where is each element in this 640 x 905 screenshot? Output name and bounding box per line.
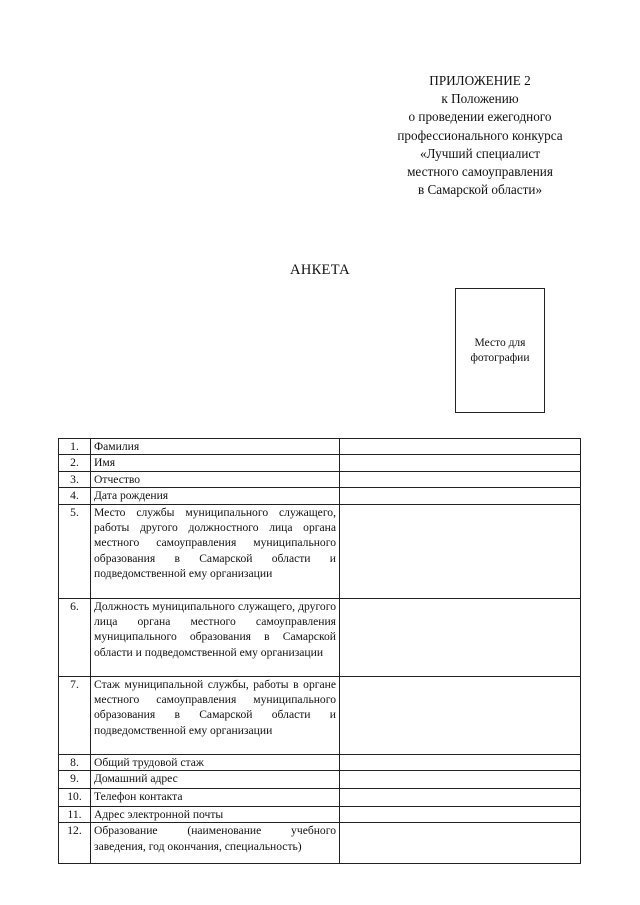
- questionnaire-table: [58, 438, 581, 864]
- field-value-workplace[interactable]: [340, 504, 581, 598]
- field-value-phone[interactable]: [340, 789, 581, 807]
- row-number: 1.: [59, 439, 91, 455]
- field-label-service-length: Стаж муниципальной службы, работы в органе местного самоуправления муниципального образования в Самарской области и подведомственной ему организации: [91, 676, 340, 754]
- row-number: 7.: [59, 676, 91, 754]
- field-label-surname: Фамилия: [91, 439, 340, 455]
- row-number: 2.: [59, 455, 91, 471]
- table-row: [59, 504, 581, 598]
- table-row: [59, 676, 581, 754]
- appendix-line: к Положению: [441, 91, 519, 107]
- table-row: [59, 807, 581, 823]
- row-number: 3.: [59, 471, 91, 487]
- field-label-phone: Телефон контакта: [91, 789, 340, 807]
- row-number: 12.: [59, 823, 91, 864]
- field-label-position: Должность муниципального служащего, другого лица органа местного самоуправления муниципального образования в Самарской области и подведомственной ему организации: [91, 598, 340, 676]
- field-value-patronymic[interactable]: [340, 471, 581, 487]
- field-value-email[interactable]: [340, 807, 581, 823]
- appendix-line: ПРИЛОЖЕНИЕ 2: [429, 73, 531, 88]
- row-number: 5.: [59, 504, 91, 598]
- field-value-birth-date[interactable]: [340, 488, 581, 504]
- field-label-total-experience: Общий трудовой стаж: [91, 754, 340, 770]
- table-row: [59, 789, 581, 807]
- field-label-name: Имя: [91, 455, 340, 471]
- row-number: 10.: [59, 789, 91, 807]
- field-label-home-address: Домашний адрес: [91, 771, 340, 789]
- row-number: 6.: [59, 598, 91, 676]
- field-value-home-address[interactable]: [340, 771, 581, 789]
- table-row: [59, 754, 581, 770]
- appendix-line: о проведении ежегодного: [408, 109, 552, 125]
- appendix-line: в Самарской области»: [417, 182, 543, 198]
- table-row: [59, 771, 581, 789]
- table-row: [59, 598, 581, 676]
- photo-label-line1: Место для: [474, 336, 526, 349]
- field-value-name[interactable]: [340, 455, 581, 471]
- field-label-email: Адрес электронной почты: [91, 807, 340, 823]
- photo-placeholder: [455, 288, 545, 413]
- appendix-line: профессионального конкурса: [397, 127, 563, 143]
- page-title: АНКЕТА: [290, 262, 350, 278]
- field-value-surname[interactable]: [340, 439, 581, 455]
- appendix-line: «Лучший специалист: [419, 145, 541, 161]
- field-value-total-experience[interactable]: [340, 754, 581, 770]
- table-row: [59, 439, 581, 455]
- row-number: 4.: [59, 488, 91, 504]
- table-row: [59, 488, 581, 504]
- field-label-patronymic: Отчество: [91, 471, 340, 487]
- appendix-header: [330, 72, 630, 199]
- field-label-education: Образование (наименование учебного заведения, год окончания, специальность): [91, 823, 340, 864]
- row-number: 11.: [59, 807, 91, 823]
- field-value-service-length[interactable]: [340, 676, 581, 754]
- table-row: [59, 455, 581, 471]
- field-value-position[interactable]: [340, 598, 581, 676]
- table-row: [59, 823, 581, 864]
- field-value-education[interactable]: [340, 823, 581, 864]
- table-row: [59, 471, 581, 487]
- row-number: 8.: [59, 754, 91, 770]
- photo-label-line2: фотографии: [470, 351, 530, 364]
- appendix-line: местного самоуправления: [407, 164, 553, 180]
- field-label-birth-date: Дата рождения: [91, 488, 340, 504]
- row-number: 9.: [59, 771, 91, 789]
- field-label-workplace: Место службы муниципального служащего, работы другого должностного лица органа местного самоуправления муниципального образования в Самарской области и подведомственной ему организации: [91, 504, 340, 598]
